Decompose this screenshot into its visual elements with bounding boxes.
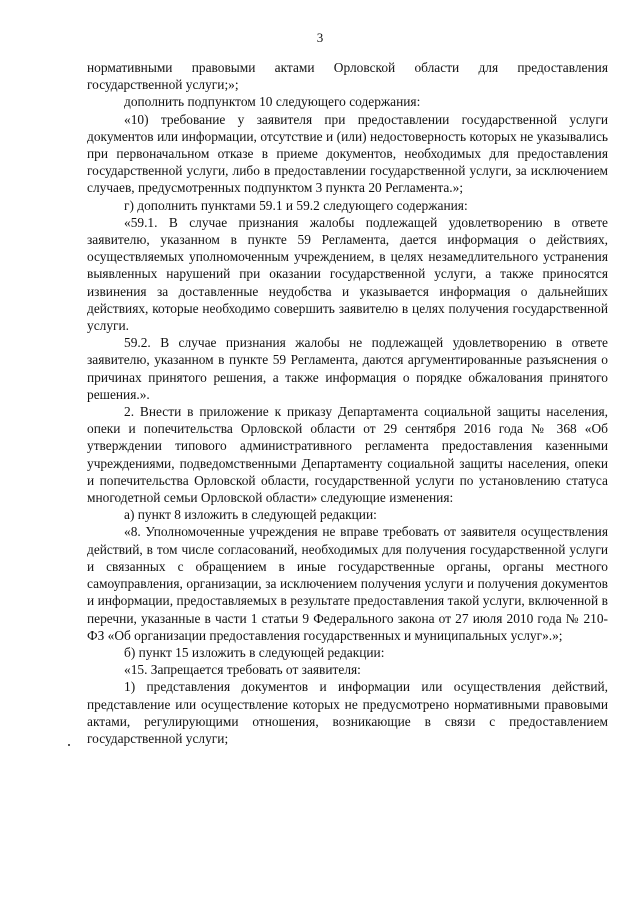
document-body [87, 59, 608, 747]
paragraph-item-8: «8. Уполномоченные учреждения не вправе требовать от заявителя осуществления действий, в том числе согласований, необходимых для получения государственной услуги и связанных с обращением в иные государственные органы, органы местного самоуправления, организации, за исключением получения услуги и получения документов и информации, предоставляемых в результате предоставления такой услуги, включенной в перечни, указанные в части 1 статьи 9 Федерального закона от 27 июля 2010 года № 210-ФЗ «Об организации предоставления государственных и муниципальных услуг».»; [87, 524, 608, 643]
paragraph-normative-acts: нормативными правовыми актами Орловской области для предоставления государственной услуги;»; [87, 60, 608, 93]
paragraph-item-15: «15. Запрещается требовать от заявителя: [124, 662, 361, 678]
paragraph-item-8-intro: а) пункт 8 изложить в следующей редакции: [124, 507, 377, 523]
scan-speck [68, 744, 70, 746]
paragraph-item-15-intro: б) пункт 15 изложить в следующей редакции: [124, 644, 385, 660]
paragraph-add-items-59: г) дополнить пунктами 59.1 и 59.2 следующего содержания: [124, 197, 468, 213]
paragraph-item-59-1: «59.1. В случае признания жалобы подлежащей удовлетворению в ответе заявителю, указанном в пункте 59 Регламента, дается информация о действиях, осуществляемых уполномоченным учреждением, в целях незамедлительного устранения выявленных нарушений при оказании государственной услуги, а также приносятся извинения за доставленные неудобства и указывается информация о дальнейших действиях, которые необходимо совершить заявителю в целях получения государственной услуги. [87, 214, 608, 334]
paragraph-item-15-1: 1) представления документов и информации или осуществления действий, представление или осуществление которых не предусмотрено нормативными правовыми актами, регулирующими отношения, возникающие в связи с предоставлением государственной услуги; [87, 679, 608, 746]
paragraph-add-subitem-10: дополнить подпунктом 10 следующего содержания: [124, 94, 421, 110]
paragraph-section-2: 2. Внести в приложение к приказу Департамента социальной защиты населения, опеки и попечительства Орловской области от 29 сентября 2016 года № 368 «Об утверждении типового административного регламента предоставления казенными учреждениями, подведомственными Департаменту социальной защиты населения, опеки и попечительства Орловской области, государственной услуги по установлению статуса многодетной семьи Орловской области» следующие изменения: [87, 404, 608, 506]
paragraph-subitem-10: «10) требование у заявителя при предоставлении государственной услуги документов или информации, отсутствие и (или) недостоверность которых не указывались при первоначальном отказе в приеме документов, необходимых для предоставления государственной услуги, либо в предоставлении государственной услуги, за исключением случаев, предусмотренных подпунктом 3 пункта 20 Регламента.»; [87, 111, 608, 196]
paragraph-item-59-2: 59.2. В случае признания жалобы не подлежащей удовлетворению в ответе заявителю, указанном в пункте 59 Регламента, даются аргументированные разъяснения о причинах принятого решения, а также информация о порядке обжалования принятого решения.». [87, 335, 608, 402]
page-number: 3 [316, 30, 324, 45]
